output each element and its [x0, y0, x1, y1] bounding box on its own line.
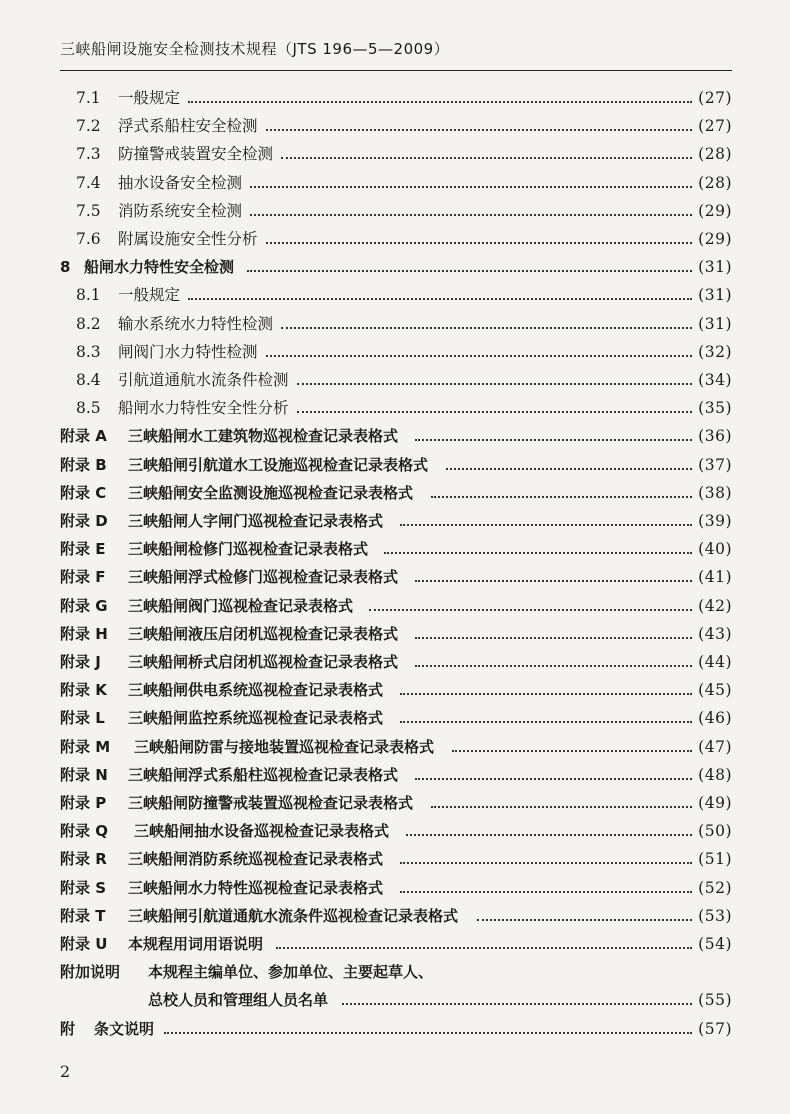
leader-dots [415, 580, 692, 582]
toc-entry-number: 附录 F [60, 568, 106, 587]
page-number: 2 [60, 1062, 71, 1081]
toc-entry-page: (28) [698, 173, 732, 192]
toc-entry [0, 902, 790, 930]
toc-entry-title: 三峡船闸人字闸门巡视检查记录表格式 [128, 512, 384, 530]
leader-dots [477, 919, 692, 921]
toc-entry [0, 422, 790, 450]
toc-entry-page: (27) [698, 117, 732, 136]
leader-dots [446, 468, 692, 470]
toc-entry-number: 8.5 [76, 399, 101, 418]
toc-entry-number: 7.3 [76, 145, 101, 164]
toc-entry-number: 附录 Q [60, 822, 108, 841]
toc-entry [0, 253, 790, 281]
toc-entry-page: (34) [698, 371, 732, 389]
toc-entry [0, 479, 790, 507]
toc-entry [0, 225, 790, 253]
toc-entry-page: (42) [698, 596, 732, 615]
leader-dots [266, 242, 693, 244]
leader-dots [247, 270, 692, 272]
leader-dots [369, 609, 693, 611]
toc-entry-number: 附录 L [60, 709, 105, 728]
toc-entry-title: 三峡船闸引航道通航水流条件巡视检查记录表格式 [128, 906, 459, 925]
toc-entry-number: 7.6 [76, 230, 101, 248]
toc-entry [0, 140, 790, 168]
toc-entry-number: 附录 S [60, 878, 107, 897]
running-header [60, 38, 732, 71]
toc-entry [0, 451, 790, 479]
toc-entry-title: 引航道通航水流条件检测 [118, 371, 289, 389]
toc-entry-page: (50) [698, 822, 732, 841]
leader-dots [415, 665, 692, 667]
toc-entry-number: 附 [60, 1019, 76, 1038]
leader-dots [266, 129, 693, 131]
toc-entry-title: 总校人员和管理组人员名单 [148, 991, 329, 1010]
toc-entry-page: (48) [698, 765, 732, 784]
toc-entry-number: 8 [60, 258, 71, 277]
toc-entry-title: 抽水设备安全检测 [118, 173, 243, 192]
leader-dots [406, 834, 693, 836]
toc-entry-number: 附录 A [60, 427, 107, 446]
toc-entry [0, 338, 790, 366]
toc-entry-page: (49) [698, 794, 732, 812]
toc-entry [0, 789, 790, 817]
toc-entry [0, 986, 790, 1014]
toc-entry [0, 1015, 790, 1043]
toc-entry-title: 三峡船闸水力特性巡视检查记录表格式 [128, 878, 384, 897]
leader-dots [188, 298, 692, 300]
leader-dots [188, 101, 692, 103]
toc-entry-number: 附加说明 [60, 963, 121, 982]
leader-dots [281, 327, 692, 329]
toc-entry-page: (29) [698, 230, 732, 248]
toc-entry [0, 507, 790, 535]
toc-entry [0, 704, 790, 732]
toc-entry-title: 消防系统安全检测 [118, 201, 243, 220]
toc-entry-page: (52) [698, 878, 732, 897]
toc-entry-page: (47) [698, 737, 732, 756]
toc-entry [0, 310, 790, 338]
toc-entry-title: 条文说明 [94, 1019, 155, 1038]
toc-entry-title: 三峡船闸水工建筑物巡视检查记录表格式 [128, 427, 399, 446]
toc-entry [0, 958, 790, 986]
leader-dots [250, 214, 692, 216]
toc-entry-number: 7.5 [76, 201, 101, 220]
leader-dots [400, 862, 693, 864]
toc-entry-number: 附录 N [60, 765, 108, 784]
leader-dots [384, 552, 692, 554]
toc-entry-title: 三峡船闸液压启闭机巡视检查记录表格式 [128, 624, 399, 643]
leader-dots [452, 750, 692, 752]
toc-entry-title: 本规程用词用语说明 [128, 935, 264, 953]
toc-entry-title: 本规程主编单位、参加单位、主要起草人、 [148, 963, 434, 982]
leader-dots [400, 524, 693, 526]
toc-entry [0, 817, 790, 845]
leader-dots [415, 637, 692, 639]
toc-entry-page: (53) [698, 906, 732, 925]
toc-entry-number: 附录 D [60, 512, 108, 530]
toc-entry-page: (43) [698, 624, 732, 643]
toc-entry-page: (44) [698, 653, 732, 671]
toc-entry [0, 169, 790, 197]
toc-entry-title: 三峡船闸消防系统巡视检查记录表格式 [128, 850, 384, 869]
toc-entry [0, 592, 790, 620]
toc-entry [0, 281, 790, 309]
toc-entry [0, 930, 790, 958]
toc-entry [0, 761, 790, 789]
toc-entry-title: 三峡船闸浮式系船柱巡视检查记录表格式 [128, 765, 399, 784]
toc-entry-page: (54) [698, 935, 732, 953]
toc-entry-page: (38) [698, 483, 732, 502]
leader-dots [431, 806, 693, 808]
toc-entry-number: 附录 P [60, 794, 107, 812]
leader-dots [250, 186, 692, 188]
toc-entry [0, 648, 790, 676]
toc-entry-title: 防撞警戒装置安全检测 [118, 145, 274, 164]
toc-entry-number: 8.3 [76, 342, 101, 361]
toc-entry-title: 三峡船闸监控系统巡视检查记录表格式 [128, 709, 384, 728]
toc-entry-page: (40) [698, 540, 732, 559]
toc-entry-page: (32) [698, 342, 732, 361]
toc-entry [0, 620, 790, 648]
toc-entry-page: (37) [698, 455, 732, 474]
leader-dots [415, 778, 692, 780]
toc-entry-number: 8.4 [76, 371, 101, 389]
toc-entry-number: 附录 G [60, 596, 108, 615]
toc-entry-number: 附录 E [60, 540, 106, 559]
toc-entry-number: 8.1 [76, 286, 101, 305]
toc-entry-number: 附录 K [60, 681, 107, 700]
toc-entry-title: 三峡船闸桥式启闭机巡视检查记录表格式 [128, 653, 399, 671]
toc-entry-title: 三峡船闸防雷与接地装置巡视检查记录表格式 [134, 737, 435, 756]
toc-entry-number: 附录 U [60, 935, 108, 953]
toc-entry [0, 535, 790, 563]
toc-entry-page: (36) [698, 427, 732, 446]
toc-entry-title: 输水系统水力特性检测 [118, 314, 274, 333]
toc-entry [0, 197, 790, 225]
toc-entry-number: 附录 J [60, 653, 101, 671]
leader-dots [400, 891, 693, 893]
toc-entry-title: 三峡船闸供电系统巡视检查记录表格式 [128, 681, 384, 700]
leader-dots [297, 411, 693, 413]
toc-entry-number: 7.4 [76, 173, 101, 192]
toc-entry-page: (35) [698, 399, 732, 418]
toc-entry [0, 733, 790, 761]
toc-entry-page: (31) [698, 258, 732, 277]
header-title: 三峡船闸设施安全检测技术规程（JTS 196—5—2009） [60, 40, 450, 58]
toc-entry [0, 563, 790, 591]
toc-entry [0, 366, 790, 394]
toc-entry-number: 附录 M [60, 737, 111, 756]
toc-entry-title: 三峡船闸检修门巡视检查记录表格式 [128, 540, 369, 559]
toc-entry [0, 112, 790, 140]
toc-entry-title: 一般规定 [118, 286, 181, 305]
toc-entry-title: 船闸水力特性安全性分析 [118, 399, 289, 418]
leader-dots [431, 496, 693, 498]
toc-entry-title: 船闸水力特性安全检测 [84, 258, 235, 277]
toc-entry-title: 三峡船闸阀门巡视检查记录表格式 [128, 596, 354, 615]
leader-dots [266, 355, 693, 357]
leader-dots [400, 693, 693, 695]
toc-entry-title: 附属设施安全性分析 [118, 230, 258, 248]
leader-dots [400, 721, 693, 723]
leader-dots [276, 947, 693, 949]
toc-entry-number: 附录 T [60, 906, 106, 925]
toc-entry-title: 三峡船闸浮式检修门巡视检查记录表格式 [128, 568, 399, 587]
toc-entry-title: 一般规定 [118, 89, 181, 107]
leader-dots [415, 439, 692, 441]
leader-dots [281, 157, 692, 159]
toc-entry-page: (51) [698, 850, 732, 869]
toc-entry-page: (57) [698, 1019, 732, 1038]
toc-entry-number: 附录 R [60, 850, 107, 869]
toc-entry-page: (31) [698, 286, 732, 305]
toc-entry-title: 三峡船闸抽水设备巡视检查记录表格式 [134, 822, 390, 841]
toc-entry-page: (29) [698, 201, 732, 220]
toc-entry-title: 三峡船闸防撞警戒装置巡视检查记录表格式 [128, 794, 414, 812]
toc-entry-number: 附录 C [60, 483, 107, 502]
toc-entry-page: (31) [698, 314, 732, 333]
toc-entry [0, 676, 790, 704]
leader-dots [164, 1032, 692, 1034]
toc-entry-title: 三峡船闸引航道水工设施巡视检查记录表格式 [128, 455, 429, 474]
toc-entry [0, 845, 790, 873]
toc-entry-page: (28) [698, 145, 732, 164]
toc-entry [0, 84, 790, 112]
toc-entry-number: 8.2 [76, 314, 101, 333]
toc-entry-page: (27) [698, 89, 732, 107]
toc-entry-number: 附录 B [60, 455, 107, 474]
toc-entry-title: 浮式系船柱安全检测 [118, 117, 258, 136]
toc-entry-page: (41) [698, 568, 732, 587]
toc-entry-number: 7.1 [76, 89, 101, 107]
toc-entry [0, 394, 790, 422]
toc-entry-number: 7.2 [76, 117, 101, 136]
toc-entry-title: 闸阀门水力特性检测 [118, 342, 258, 361]
toc-entry-page: (46) [698, 709, 732, 728]
toc-entry [0, 874, 790, 902]
toc-entry-title: 三峡船闸安全监测设施巡视检查记录表格式 [128, 483, 414, 502]
toc-entry-page: (45) [698, 681, 732, 700]
leader-dots [342, 1003, 692, 1005]
toc-entry-number: 附录 H [60, 624, 108, 643]
toc-entry-page: (55) [698, 991, 732, 1010]
toc-entry-page: (39) [698, 512, 732, 530]
leader-dots [297, 383, 693, 385]
